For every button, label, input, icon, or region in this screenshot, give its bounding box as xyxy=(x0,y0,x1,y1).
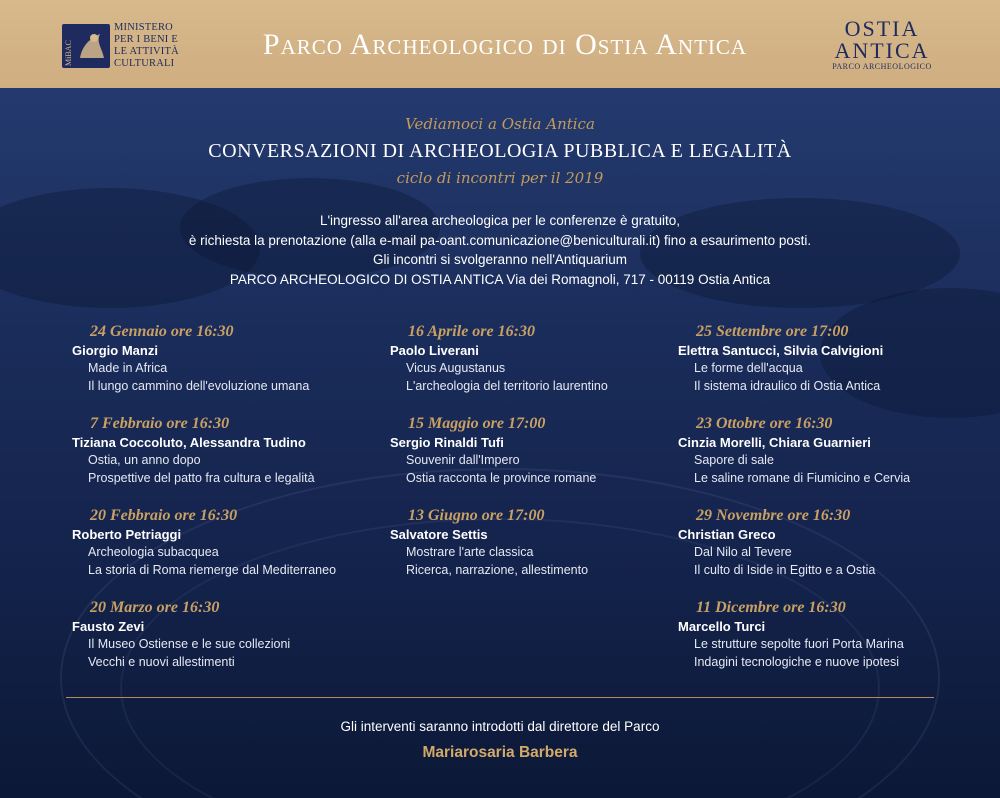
event-item xyxy=(678,414,978,487)
event-talk-title: Dal Nilo al Tevere xyxy=(694,545,792,559)
event-date: 7 Febbraio ore 16:30 xyxy=(90,415,230,432)
logo-line-parco: PARCO ARCHEOLOGICO xyxy=(832,62,932,71)
event-date: 23 Ottobre ore 16:30 xyxy=(696,415,833,432)
event-speaker: Elettra Santucci, Silvia Calvigioni xyxy=(678,343,884,358)
event-date: 24 Gennaio ore 16:30 xyxy=(90,323,234,340)
event-talk-title: Le forme dell'acqua xyxy=(694,361,803,375)
event-item xyxy=(72,506,372,579)
event-item xyxy=(72,414,372,487)
info-line: Gli incontri si svolgeranno nell'Antiquarium xyxy=(373,252,627,267)
event-talk-title: Souvenir dall'Impero xyxy=(406,453,520,467)
ministry-line: PER I BENI E xyxy=(114,34,178,45)
event-item xyxy=(390,322,690,395)
info-block xyxy=(120,211,880,289)
event-speaker: Giorgio Manzi xyxy=(72,343,158,358)
event-talk-subtitle: La storia di Roma riemerge dal Mediterraneo xyxy=(88,563,337,577)
event-talk-subtitle: Ostia racconta le province romane xyxy=(406,471,597,485)
logo-line-antica: ANTICA xyxy=(834,38,930,63)
event-talk-title: Made in Africa xyxy=(88,361,168,375)
event-speaker: Fausto Zevi xyxy=(72,619,145,634)
event-series-title: CONVERSAZIONI DI ARCHEOLOGIA PUBBLICA E LEGALITÀ xyxy=(208,140,792,162)
event-item xyxy=(72,322,372,395)
event-item xyxy=(678,506,978,579)
event-talk-subtitle: L'archeologia del territorio laurentino xyxy=(406,379,608,393)
director-name: Mariarosaria Barbera xyxy=(422,744,578,761)
event-speaker: Cinzia Morelli, Chiara Guarnieri xyxy=(678,435,871,450)
event-talk-title: Mostrare l'arte classica xyxy=(406,545,534,559)
event-date: 11 Dicembre ore 16:30 xyxy=(696,599,846,616)
event-speaker: Tiziana Coccoluto, Alessandra Tudino xyxy=(72,435,306,450)
event-talk-title: Ostia, un anno dopo xyxy=(88,453,201,467)
ministry-line: LE ATTIVITÀ xyxy=(114,46,179,57)
footer-note: Gli interventi saranno introdotti dal direttore del Parco xyxy=(340,719,660,734)
series-subtitle: ciclo di incontri per il 2019 xyxy=(396,169,604,187)
event-talk-subtitle: Vecchi e nuovi allestimenti xyxy=(88,655,235,669)
event-speaker: Christian Greco xyxy=(678,527,776,542)
event-talk-title: Le strutture sepolte fuori Porta Marina xyxy=(694,637,904,651)
event-talk-title: Sapore di sale xyxy=(694,453,774,467)
event-talk-subtitle: Prospettive del patto fra cultura e legalità xyxy=(88,471,315,485)
page-title: Parco Archeologico di Ostia Antica xyxy=(262,28,748,61)
event-item xyxy=(678,322,978,395)
event-item xyxy=(390,414,690,487)
event-speaker: Paolo Liverani xyxy=(390,343,479,358)
event-talk-subtitle: Ricerca, narrazione, allestimento xyxy=(406,563,589,577)
event-talk-subtitle: Il culto di Iside in Egitto e a Ostia xyxy=(694,563,876,577)
event-date: 25 Settembre ore 17:00 xyxy=(696,323,849,340)
event-item xyxy=(72,598,372,671)
event-speaker: Roberto Petriaggi xyxy=(72,527,182,542)
event-speaker: Sergio Rinaldi Tufi xyxy=(390,435,504,450)
event-speaker: Salvatore Settis xyxy=(390,527,488,542)
divider xyxy=(66,697,934,698)
event-talk-title: Vicus Augustanus xyxy=(406,361,506,375)
event-date: 20 Marzo ore 16:30 xyxy=(90,599,220,616)
event-talk-title: Il Museo Ostiense e le sue collezioni xyxy=(88,637,291,651)
logo-line-ostia: OSTIA xyxy=(844,16,920,41)
event-item xyxy=(678,598,978,671)
event-talk-subtitle: Il lungo cammino dell'evoluzione umana xyxy=(88,379,310,393)
event-date: 20 Febbraio ore 16:30 xyxy=(90,507,238,524)
ministry-line: MINISTERO xyxy=(114,22,173,33)
tagline: Vediamoci a Ostia Antica xyxy=(405,115,595,133)
info-line: PARCO ARCHEOLOGICO DI OSTIA ANTICA Via dei Romagnoli, 717 - 00119 Ostia Antica xyxy=(229,271,771,287)
event-talk-subtitle: Il sistema idraulico di Ostia Antica xyxy=(694,379,881,393)
event-speaker: Marcello Turci xyxy=(678,619,766,634)
event-talk-subtitle: Indagini tecnologiche e nuove ipotesi xyxy=(694,655,900,669)
ministry-line: CULTURALI xyxy=(114,58,175,69)
event-item xyxy=(390,506,690,579)
event-date: 16 Aprile ore 16:30 xyxy=(408,323,535,340)
event-date: 29 Novembre ore 16:30 xyxy=(696,507,851,524)
event-talk-subtitle: Le saline romane di Fiumicino e Cervia xyxy=(694,471,911,485)
info-line: L'ingresso all'area archeologica per le conferenze è gratuito, xyxy=(319,213,681,228)
event-talk-title: Archeologia subacquea xyxy=(88,545,219,559)
ministry-mark-label: MiBAC xyxy=(64,40,73,66)
info-line: è richiesta la prenotazione (alla e-mail pa-oant.comunicazione@beniculturali.it) fino a esaurimento posti. xyxy=(188,232,812,248)
event-date: 13 Giugno ore 17:00 xyxy=(408,507,545,524)
event-date: 15 Maggio ore 17:00 xyxy=(408,415,546,432)
